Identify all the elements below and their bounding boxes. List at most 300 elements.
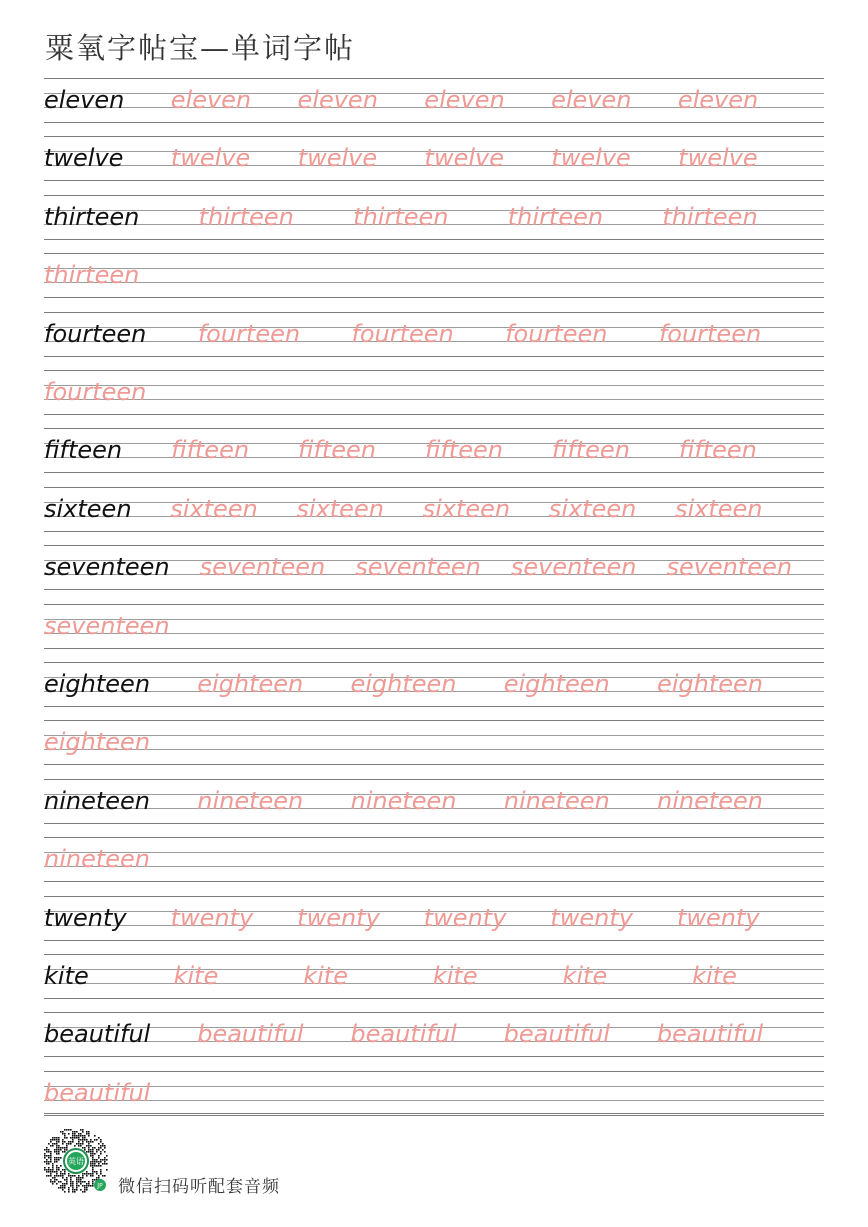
- trace-word: eleven: [170, 86, 252, 114]
- trace-word: eighteen: [44, 728, 151, 757]
- practice-row: [44, 253, 824, 311]
- qr-dot: [56, 1147, 58, 1149]
- qr-dot: [56, 1165, 58, 1167]
- trace-word: beautiful: [350, 1020, 457, 1049]
- qr-dot: [50, 1153, 52, 1155]
- guide-line: [44, 764, 824, 765]
- qr-dot: [54, 1143, 56, 1145]
- qr-dot: [84, 1135, 86, 1137]
- qr-dot: [80, 1139, 82, 1141]
- qr-dot: [86, 1175, 88, 1177]
- guide-line: [44, 896, 824, 897]
- qr-dot: [64, 1149, 66, 1151]
- trace-word: nineteen: [656, 786, 763, 815]
- qr-dot: [46, 1161, 48, 1163]
- qr-dot: [52, 1171, 54, 1173]
- qr-dot: [54, 1139, 56, 1141]
- qr-dot: [50, 1169, 52, 1171]
- guide-line: [44, 253, 824, 254]
- qr-code-icon[interactable]: [42, 1127, 110, 1195]
- qr-dot: [62, 1141, 64, 1143]
- qr-dot: [84, 1147, 86, 1149]
- qr-dot: [74, 1189, 76, 1191]
- qr-dot: [94, 1147, 96, 1149]
- qr-dot: [58, 1167, 60, 1169]
- qr-dot: [48, 1167, 50, 1169]
- qr-dot: [56, 1171, 58, 1173]
- qr-dot: [100, 1147, 102, 1149]
- qr-dot: [74, 1135, 76, 1137]
- qr-dot: [98, 1165, 100, 1167]
- qr-dot: [48, 1143, 50, 1145]
- qr-dot: [74, 1175, 76, 1177]
- trace-word: seventeen: [199, 553, 326, 582]
- qr-dot: [58, 1157, 60, 1159]
- qr-dot: [92, 1175, 94, 1177]
- trace-word: thirteen: [353, 202, 449, 231]
- qr-dot: [50, 1141, 52, 1143]
- qr-dot: [68, 1175, 70, 1177]
- qr-dot: [86, 1131, 88, 1133]
- trace-word: twelve: [424, 144, 504, 173]
- qr-dot: [50, 1151, 52, 1153]
- qr-dot: [90, 1173, 92, 1175]
- qr-dot: [104, 1175, 106, 1177]
- trace-word: twelve: [297, 144, 378, 173]
- trace-word: sixteen: [674, 494, 763, 523]
- trace-word: kite: [432, 962, 478, 990]
- qr-dot: [102, 1175, 104, 1177]
- qr-dot: [88, 1149, 90, 1151]
- qr-dot: [48, 1151, 50, 1153]
- qr-dot: [80, 1135, 82, 1137]
- guide-line: [44, 312, 824, 313]
- qr-dot: [80, 1143, 82, 1145]
- qr-dot: [102, 1149, 104, 1151]
- trace-word: kite: [562, 962, 608, 990]
- guide-line: [44, 385, 824, 386]
- qr-dot: [58, 1169, 60, 1171]
- qr-dot: [82, 1139, 84, 1141]
- qr-dot: [76, 1181, 78, 1183]
- qr-dot: [98, 1175, 100, 1177]
- qr-dot: [84, 1185, 86, 1187]
- qr-dot: [64, 1147, 66, 1149]
- qr-dot: [94, 1153, 96, 1155]
- trace-word: fifteen: [551, 436, 630, 465]
- qr-dot: [92, 1159, 94, 1161]
- qr-dot: [86, 1145, 88, 1147]
- qr-dot: [94, 1165, 96, 1167]
- qr-dot: [90, 1151, 92, 1153]
- trace-word: thirteen: [662, 202, 758, 231]
- qr-dot: [46, 1171, 48, 1173]
- qr-dot: [98, 1157, 100, 1159]
- qr-dot: [78, 1179, 80, 1181]
- qr-dot: [82, 1135, 84, 1137]
- qr-dot: [64, 1129, 66, 1131]
- qr-dot: [102, 1163, 104, 1165]
- qr-dot: [64, 1141, 66, 1143]
- guide-line: [44, 1056, 824, 1057]
- qr-dot: [94, 1171, 96, 1173]
- qr-dot: [92, 1153, 94, 1155]
- qr-dot: [66, 1145, 68, 1147]
- trace-word: fifteen: [424, 436, 503, 465]
- qr-dot: [104, 1159, 106, 1161]
- qr-dot: [44, 1157, 46, 1159]
- qr-dot: [58, 1151, 60, 1153]
- qr-dot: [88, 1181, 90, 1183]
- qr-badge-label: 英语: [68, 1157, 84, 1166]
- qr-dot: [82, 1181, 84, 1183]
- qr-dot: [56, 1167, 58, 1169]
- qr-dot: [98, 1177, 100, 1179]
- model-word: nineteen: [44, 786, 151, 815]
- trace-word: fourteen: [197, 319, 301, 348]
- guide-line: [44, 720, 824, 721]
- guide-line: [44, 881, 824, 882]
- qr-dot: [100, 1171, 102, 1173]
- qr-dot: [74, 1145, 76, 1147]
- guide-line: [44, 282, 824, 283]
- guide-line: [44, 180, 824, 181]
- qr-dot: [82, 1191, 84, 1193]
- qr-dot: [64, 1171, 66, 1173]
- qr-dot: [100, 1161, 102, 1163]
- qr-dot: [92, 1171, 94, 1173]
- qr-dot: [88, 1141, 90, 1143]
- qr-dot: [76, 1183, 78, 1185]
- qr-dot: [54, 1157, 56, 1159]
- qr-dot: [52, 1163, 54, 1165]
- qr-dot: [64, 1187, 66, 1189]
- qr-dot: [56, 1183, 58, 1185]
- qr-dot: [94, 1163, 96, 1165]
- model-word: eighteen: [44, 670, 151, 698]
- model-word: twenty: [44, 903, 127, 932]
- qr-dot: [88, 1133, 90, 1135]
- qr-dot: [54, 1179, 56, 1181]
- qr-dot: [68, 1189, 70, 1191]
- qr-dot: [72, 1135, 74, 1137]
- practice-row: [44, 136, 824, 194]
- qr-dot: [96, 1149, 98, 1151]
- qr-dot: [80, 1189, 82, 1191]
- trace-word: fifteen: [297, 436, 376, 465]
- guide-line: [44, 589, 824, 590]
- qr-dot: [106, 1155, 108, 1157]
- qr-dot: [88, 1135, 90, 1137]
- model-word: kite: [44, 962, 89, 990]
- trace-word: fourteen: [658, 319, 762, 348]
- qr-dot: [68, 1173, 70, 1175]
- qr-dot: [100, 1169, 102, 1171]
- guide-line: [44, 428, 824, 429]
- qr-dot: [58, 1159, 60, 1161]
- qr-dot: [86, 1189, 88, 1191]
- qr-dot: [62, 1175, 64, 1177]
- qr-dot: [56, 1139, 58, 1141]
- trace-word: seventeen: [355, 553, 481, 582]
- qr-dot: [100, 1145, 102, 1147]
- qr-dot: [62, 1189, 64, 1191]
- qr-dot: [60, 1173, 62, 1175]
- qr-dot: [98, 1147, 100, 1149]
- qr-dot: [104, 1151, 106, 1153]
- qr-dot: [98, 1155, 100, 1157]
- trace-word: twelve: [678, 144, 758, 173]
- qr-dot: [70, 1181, 72, 1183]
- trace-word: nineteen: [197, 786, 304, 815]
- qr-dot: [64, 1185, 66, 1187]
- qr-dot: [78, 1185, 80, 1187]
- guide-line: [44, 604, 824, 605]
- guide-line: [44, 472, 824, 473]
- qr-dot: [66, 1143, 68, 1145]
- qr-dot: [80, 1145, 82, 1147]
- qr-corner-label: JP: [97, 1182, 103, 1190]
- trace-word: seventeen: [666, 553, 793, 582]
- trace-word: beautiful: [656, 1020, 764, 1049]
- trace-word: twenty: [550, 903, 633, 932]
- qr-dot: [70, 1183, 72, 1185]
- qr-dot: [60, 1131, 62, 1133]
- model-word: twelve: [44, 144, 124, 173]
- qr-dot: [48, 1163, 50, 1165]
- qr-dot: [50, 1157, 52, 1159]
- qr-dot: [92, 1141, 94, 1143]
- model-word: thirteen: [44, 202, 140, 231]
- qr-dot: [78, 1139, 80, 1141]
- qr-dot: [56, 1143, 58, 1145]
- qr-dot: [80, 1183, 82, 1185]
- qr-dot: [62, 1169, 64, 1171]
- qr-dot: [70, 1137, 72, 1139]
- qr-dot: [90, 1139, 92, 1141]
- guide-line: [44, 1115, 824, 1116]
- qr-dot: [56, 1157, 58, 1159]
- qr-dot: [74, 1131, 76, 1133]
- qr-dot: [56, 1137, 58, 1139]
- qr-dot: [72, 1183, 74, 1185]
- qr-dot: [92, 1179, 94, 1181]
- qr-dot: [62, 1131, 64, 1133]
- qr-dot: [100, 1141, 102, 1143]
- qr-dot: [52, 1143, 54, 1145]
- qr-dot: [70, 1175, 72, 1177]
- guide-line: [44, 749, 824, 750]
- guide-line: [44, 662, 824, 663]
- practice-row: [44, 779, 824, 837]
- qr-dot: [60, 1185, 62, 1187]
- qr-dot: [56, 1145, 58, 1147]
- qr-dot: [46, 1147, 48, 1149]
- qr-dot: [54, 1137, 56, 1139]
- practice-row: [44, 837, 824, 895]
- qr-dot: [86, 1187, 88, 1189]
- qr-dot: [44, 1167, 46, 1169]
- qr-dot: [54, 1149, 56, 1151]
- qr-dot: [88, 1173, 90, 1175]
- qr-dot: [60, 1157, 62, 1159]
- trace-word: twenty: [170, 903, 254, 932]
- guide-line: [44, 1100, 824, 1101]
- qr-dot: [90, 1165, 92, 1167]
- qr-dot: [52, 1177, 54, 1179]
- model-word: beautiful: [44, 1020, 151, 1049]
- practice-row: [44, 1012, 824, 1070]
- trace-word: twenty: [423, 903, 507, 932]
- qr-dot: [64, 1179, 66, 1181]
- qr-dot: [68, 1133, 70, 1135]
- qr-dot: [68, 1191, 70, 1193]
- qr-dot: [82, 1173, 84, 1175]
- qr-dot: [58, 1181, 60, 1183]
- qr-dot: [88, 1183, 90, 1185]
- qr-dot: [94, 1135, 96, 1137]
- qr-dot: [96, 1161, 98, 1163]
- trace-word: sixteen: [422, 494, 511, 523]
- qr-dot: [46, 1151, 48, 1153]
- guide-line: [44, 735, 824, 736]
- qr-dot: [88, 1145, 90, 1147]
- qr-dot: [92, 1149, 94, 1151]
- qr-dot: [76, 1137, 78, 1139]
- qr-dot: [52, 1165, 54, 1167]
- guide-line: [44, 136, 824, 137]
- qr-dot: [54, 1177, 56, 1179]
- page-title: 粟氧字帖宝—单词字帖: [45, 31, 356, 65]
- qr-dot: [46, 1155, 48, 1157]
- qr-dot: [70, 1129, 72, 1131]
- qr-dot: [80, 1133, 82, 1135]
- qr-dot: [46, 1159, 48, 1161]
- scan-hint: 微信扫码听配套音频: [118, 1177, 280, 1197]
- trace-word: eleven: [424, 86, 505, 114]
- guide-line: [44, 414, 824, 415]
- qr-dot: [52, 1167, 54, 1169]
- qr-dot: [84, 1149, 86, 1151]
- qr-dot: [64, 1151, 66, 1153]
- qr-dot: [82, 1177, 84, 1179]
- qr-dot: [72, 1137, 74, 1139]
- qr-dot: [52, 1181, 54, 1183]
- qr-dot: [52, 1139, 54, 1141]
- qr-dot: [104, 1163, 106, 1165]
- qr-dot: [86, 1151, 88, 1153]
- qr-dot: [78, 1137, 80, 1139]
- qr-dot: [64, 1135, 66, 1137]
- guide-line: [44, 268, 824, 269]
- qr-dot: [50, 1161, 52, 1163]
- qr-dot: [72, 1131, 74, 1133]
- qr-dot: [66, 1129, 68, 1131]
- qr-dot: [78, 1145, 80, 1147]
- qr-dot: [90, 1175, 92, 1177]
- qr-dot: [96, 1151, 98, 1153]
- qr-dot: [90, 1153, 92, 1155]
- qr-dot: [96, 1177, 98, 1179]
- qr-dot: [72, 1191, 74, 1193]
- trace-word: fifteen: [170, 436, 250, 465]
- qr-dot: [58, 1187, 60, 1189]
- practice-row: [44, 312, 824, 370]
- qr-dot: [96, 1171, 98, 1173]
- qr-dot: [92, 1167, 94, 1169]
- guide-line: [44, 239, 824, 240]
- qr-dot: [56, 1173, 58, 1175]
- qr-dot: [62, 1133, 64, 1135]
- qr-dot: [100, 1153, 102, 1155]
- qr-dot: [94, 1139, 96, 1141]
- qr-dot: [64, 1133, 66, 1135]
- qr-dot: [70, 1185, 72, 1187]
- qr-dot: [86, 1171, 88, 1173]
- qr-dot: [52, 1145, 54, 1147]
- qr-dot: [64, 1183, 66, 1185]
- qr-dot: [64, 1191, 66, 1193]
- qr-dot: [104, 1161, 106, 1163]
- qr-dot: [94, 1161, 96, 1163]
- qr-dot: [100, 1139, 102, 1141]
- qr-dot: [56, 1159, 58, 1161]
- qr-dot: [82, 1137, 84, 1139]
- qr-dot: [84, 1137, 86, 1139]
- qr-dot: [50, 1173, 52, 1175]
- qr-dot: [58, 1149, 60, 1151]
- qr-dot: [80, 1181, 82, 1183]
- qr-dot: [56, 1151, 58, 1153]
- qr-dot: [48, 1171, 50, 1173]
- qr-dot: [52, 1169, 54, 1171]
- model-word: sixteen: [44, 494, 132, 523]
- guide-line: [44, 779, 824, 780]
- qr-dot: [50, 1175, 52, 1177]
- qr-dot: [102, 1145, 104, 1147]
- trace-word: eighteen: [656, 670, 764, 698]
- qr-dot: [72, 1187, 74, 1189]
- qr-dot: [66, 1183, 68, 1185]
- qr-dot: [88, 1151, 90, 1153]
- qr-dot: [46, 1169, 48, 1171]
- qr-dot: [96, 1159, 98, 1161]
- qr-dot: [96, 1165, 98, 1167]
- qr-dot: [94, 1179, 96, 1181]
- qr-dot: [68, 1129, 70, 1131]
- qr-dot: [62, 1185, 64, 1187]
- qr-dot: [102, 1159, 104, 1161]
- qr-dot: [48, 1161, 50, 1163]
- qr-dot: [86, 1185, 88, 1187]
- qr-dot: [56, 1161, 58, 1163]
- qr-dot: [58, 1137, 60, 1139]
- trace-word: eighteen: [197, 670, 304, 698]
- qr-dot: [90, 1141, 92, 1143]
- qr-dot: [62, 1187, 64, 1189]
- trace-word: nineteen: [350, 786, 457, 815]
- qr-dot: [86, 1141, 88, 1143]
- qr-dot: [72, 1175, 74, 1177]
- qr-dot: [98, 1149, 100, 1151]
- qr-dot: [96, 1173, 98, 1175]
- trace-word: eighteen: [350, 670, 457, 698]
- qr-dot: [58, 1145, 60, 1147]
- qr-dot: [82, 1129, 84, 1131]
- qr-dot: [82, 1143, 84, 1145]
- qr-dot: [48, 1149, 50, 1151]
- qr-dot: [44, 1149, 46, 1151]
